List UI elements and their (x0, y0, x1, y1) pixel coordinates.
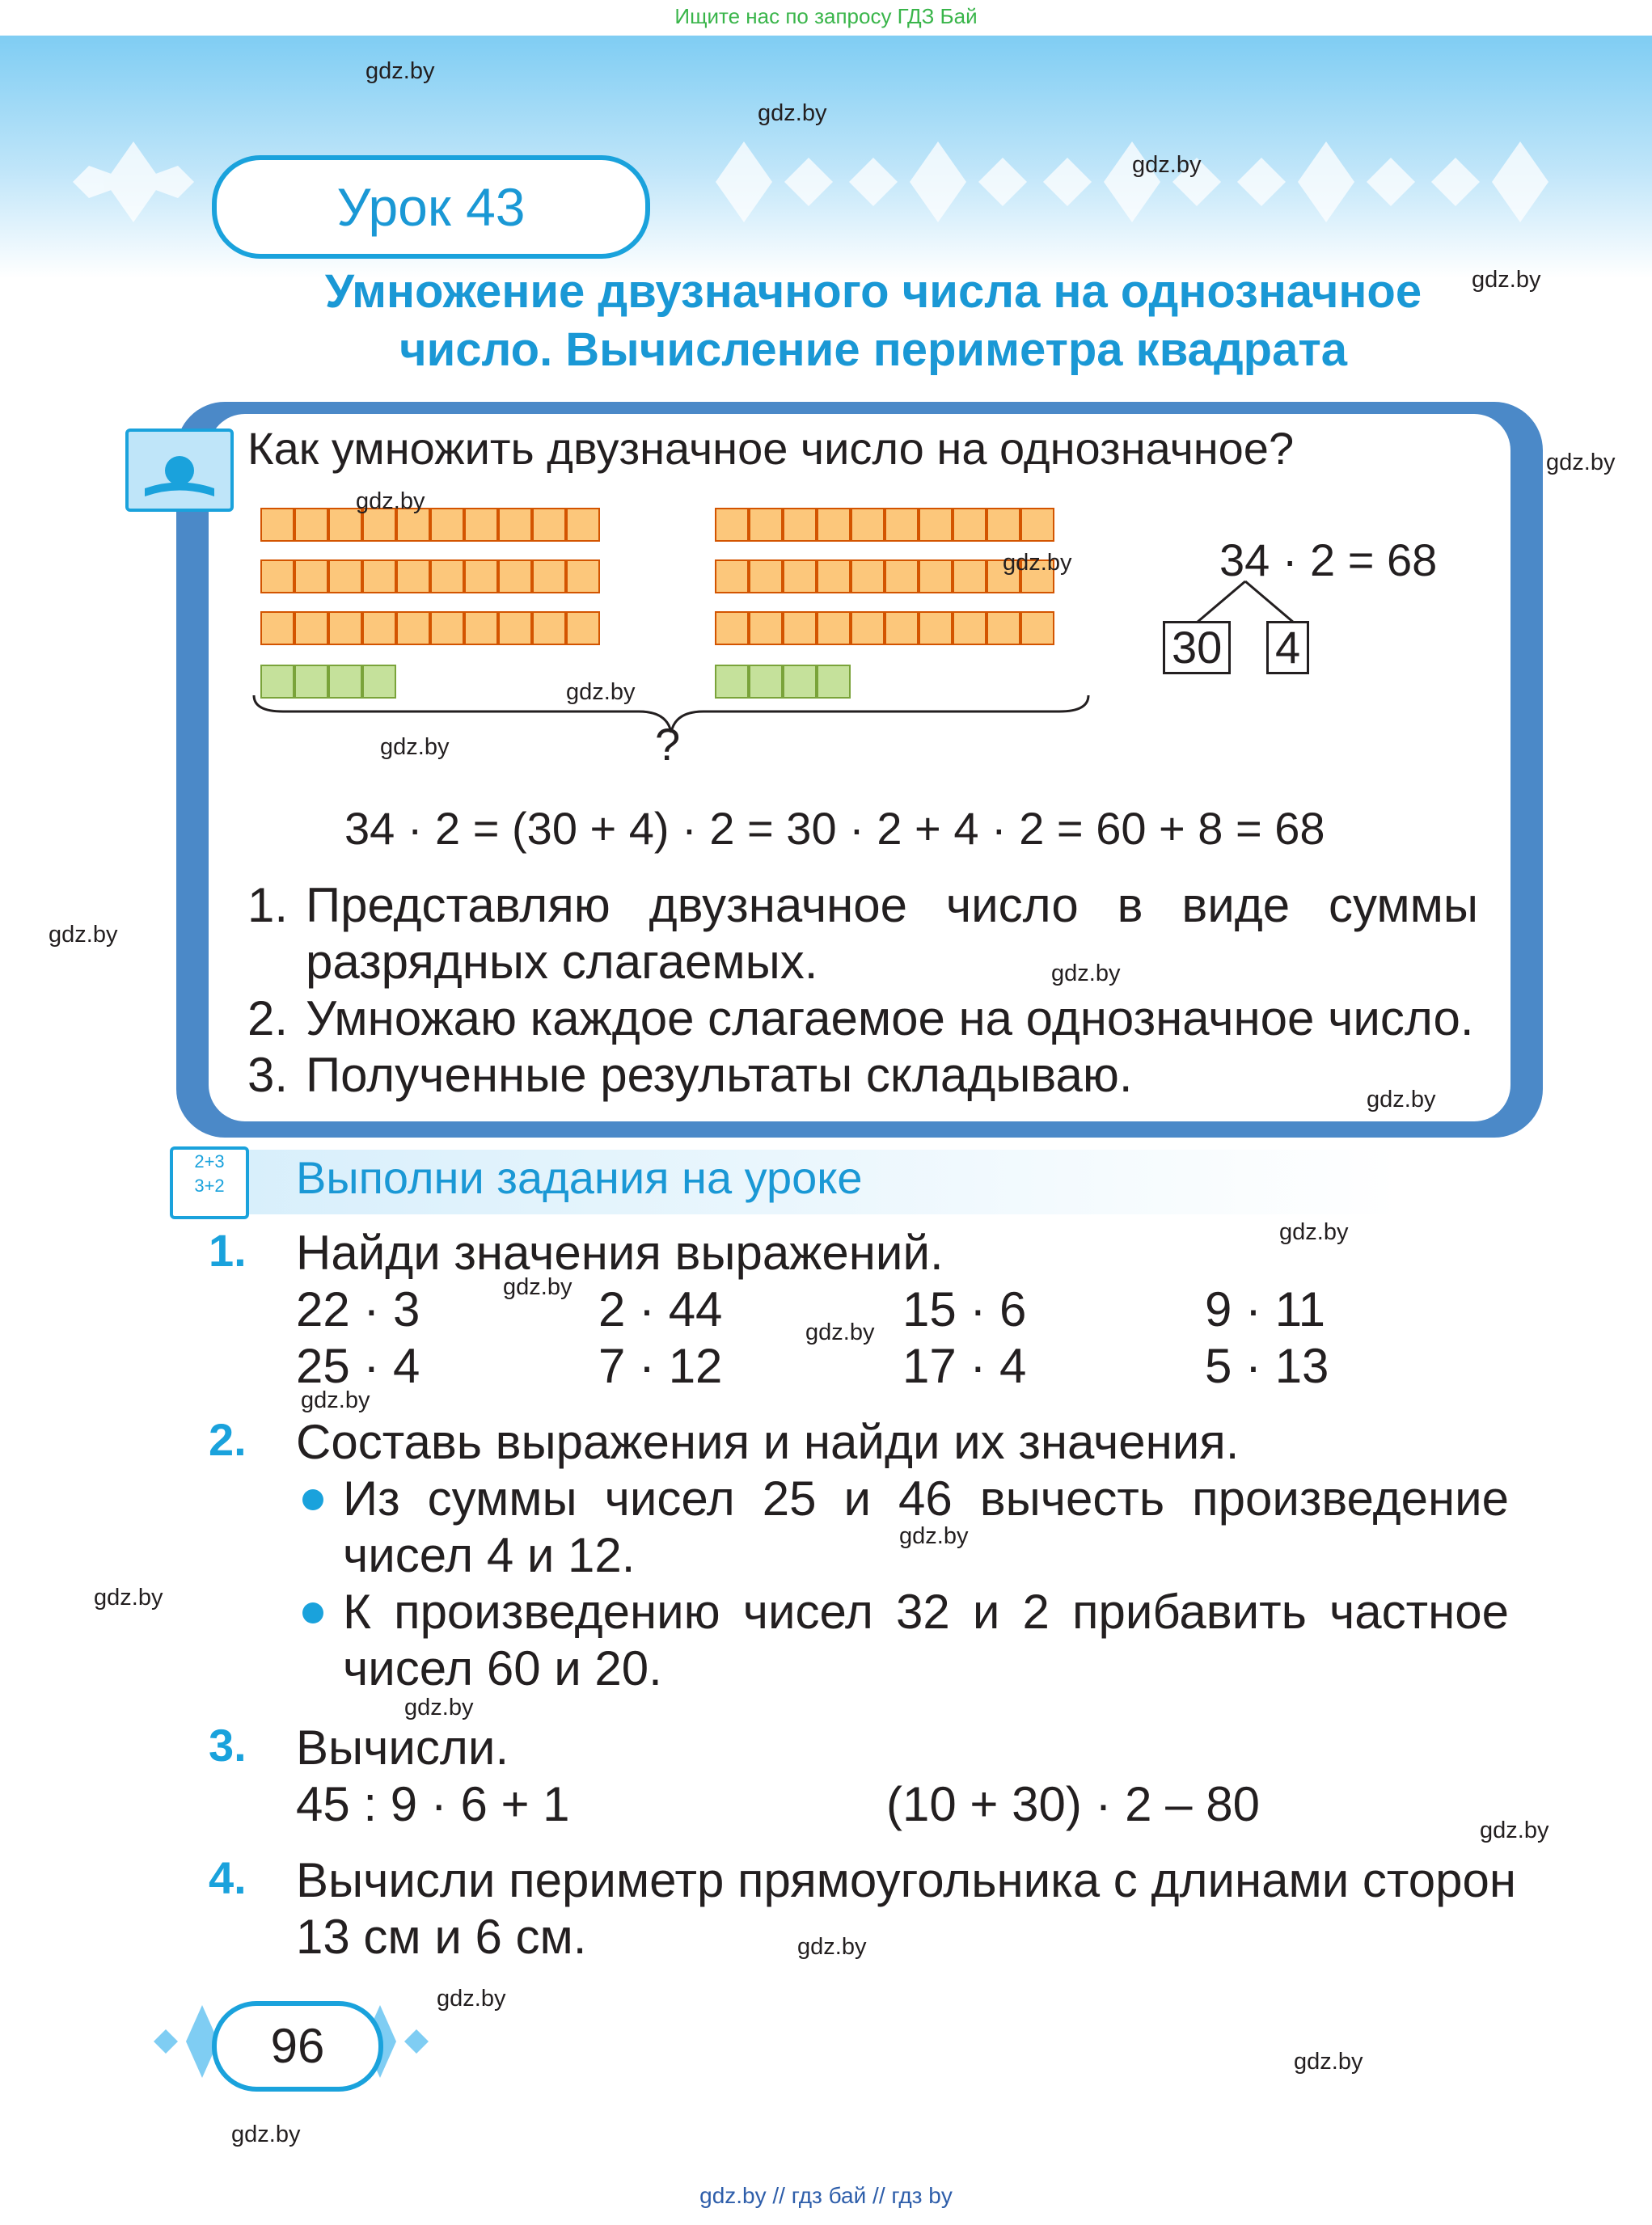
example-equation: 34 · 2 = 68 (1219, 534, 1438, 585)
exercise-2-bullet-1-cont: чисел 4 и 12. (343, 1528, 636, 1582)
bullet-icon (302, 1489, 323, 1510)
exercise-2-bullet-1: Из суммы чисел 25 и 46 вычесть произведение (343, 1471, 1509, 1526)
expression: 45 : 9 · 6 + 1 (296, 1777, 570, 1831)
rule-step-1-text: Представляю двузначное число в виде суммы (306, 878, 1478, 932)
lesson-title (226, 263, 1520, 379)
page-number: 96 (212, 2001, 383, 2092)
watermark: gdz.by (356, 488, 425, 514)
exercises-header: Выполни задания на уроке (296, 1152, 863, 1203)
rule-step-3-num: 3. (247, 1048, 289, 1102)
bullet-icon (302, 1602, 323, 1623)
block-row (715, 611, 1054, 645)
expression: 17 · 4 (902, 1339, 1027, 1393)
watermark: gdz.by (899, 1523, 969, 1549)
exercise-2-text: Составь выражения и найди их значения. (296, 1415, 1240, 1469)
brace-question: ? (655, 719, 681, 770)
watermark: gdz.by (1546, 450, 1616, 475)
watermark: gdz.by (1132, 152, 1202, 178)
footer-links[interactable]: gdz.by // гдз бай // гдз by (699, 2183, 953, 2208)
rule-step-3-text: Полученные результаты складываю. (306, 1048, 1133, 1102)
exercise-2-bullet-2: К произведению чисел 32 и 2 прибавить частное (343, 1585, 1509, 1639)
watermark: gdz.by (380, 734, 450, 760)
board-icon: 2+3 3+2 (170, 1146, 249, 1219)
block-group-right (715, 508, 1054, 542)
rule-step-2-num: 2. (247, 991, 289, 1045)
block-row (260, 611, 600, 645)
watermark: gdz.by (758, 100, 827, 126)
watermark: gdz.by (1279, 1219, 1349, 1245)
expression: 2 · 44 (598, 1282, 723, 1336)
exercise-3-text: Вычисли. (296, 1720, 509, 1775)
watermark: gdz.by (503, 1274, 572, 1300)
expression: 15 · 6 (902, 1282, 1027, 1336)
rule-step-1: 1. (247, 878, 289, 932)
watermark: gdz.by (301, 1387, 370, 1413)
watermark: gdz.by (437, 1986, 506, 2012)
lesson-number-pill: Урок 43 (212, 155, 650, 259)
watermark: gdz.by (1003, 550, 1072, 576)
watermark: gdz.by (1367, 1087, 1436, 1112)
expression: 25 · 4 (296, 1339, 420, 1393)
exercise-2-number: 2. (209, 1414, 247, 1465)
expansion-equation: 34 · 2 = (30 + 4) · 2 = 30 · 2 + 4 · 2 = 60 + 8 = 68 (344, 803, 1325, 854)
watermark: gdz.by (805, 1319, 875, 1345)
exercise-4-text: Вычисли периметр прямоугольника с длинами сторон (296, 1853, 1516, 1907)
top-banner[interactable]: Ищите нас по запросу ГДЗ Бай (674, 4, 978, 28)
watermark: gdz.by (1294, 2049, 1363, 2075)
exercise-1-number: 1. (209, 1225, 247, 1276)
watermark: gdz.by (365, 58, 435, 84)
watermark: gdz.by (231, 2122, 301, 2147)
split-right-box: 4 (1266, 619, 1309, 676)
watermark: gdz.by (797, 1934, 867, 1960)
expression: 5 · 13 (1205, 1339, 1329, 1393)
expression: 7 · 12 (598, 1339, 723, 1393)
watermark: gdz.by (1472, 267, 1541, 293)
exercise-3-number: 3. (209, 1720, 247, 1771)
title-line-2: число. Вычисление периметра квадрата (399, 323, 1348, 376)
expression: 22 · 3 (296, 1282, 420, 1336)
watermark: gdz.by (1480, 1818, 1549, 1843)
title-line-1: Умножение двузначного числа на однозначное (324, 265, 1422, 318)
watermark: gdz.by (1051, 961, 1121, 986)
exercise-4-text-2: 13 см и 6 см. (296, 1910, 587, 1964)
watermark: gdz.by (566, 679, 636, 705)
watermark: gdz.by (404, 1695, 474, 1720)
block-group-left (260, 508, 600, 542)
split-left-box: 30 (1163, 619, 1231, 676)
rule-step-2-text: Умножаю каждое слагаемое на однозначное число. (306, 991, 1474, 1045)
block-row (260, 559, 600, 593)
rule-question: Как умножить двузначное число на однозначное? (247, 423, 1295, 474)
exercise-2-bullet-2-cont: чисел 60 и 20. (343, 1641, 662, 1695)
exercise-4-number: 4. (209, 1852, 247, 1903)
exercise-1-text: Найди значения выражений. (296, 1226, 944, 1280)
watermark: gdz.by (94, 1585, 163, 1611)
expression: 9 · 11 (1205, 1282, 1325, 1336)
book-sun-icon (125, 429, 234, 512)
rule-step-1-text-2: разрядных слагаемых. (306, 935, 818, 989)
expression: (10 + 30) · 2 – 80 (886, 1777, 1260, 1831)
watermark: gdz.by (49, 922, 118, 948)
